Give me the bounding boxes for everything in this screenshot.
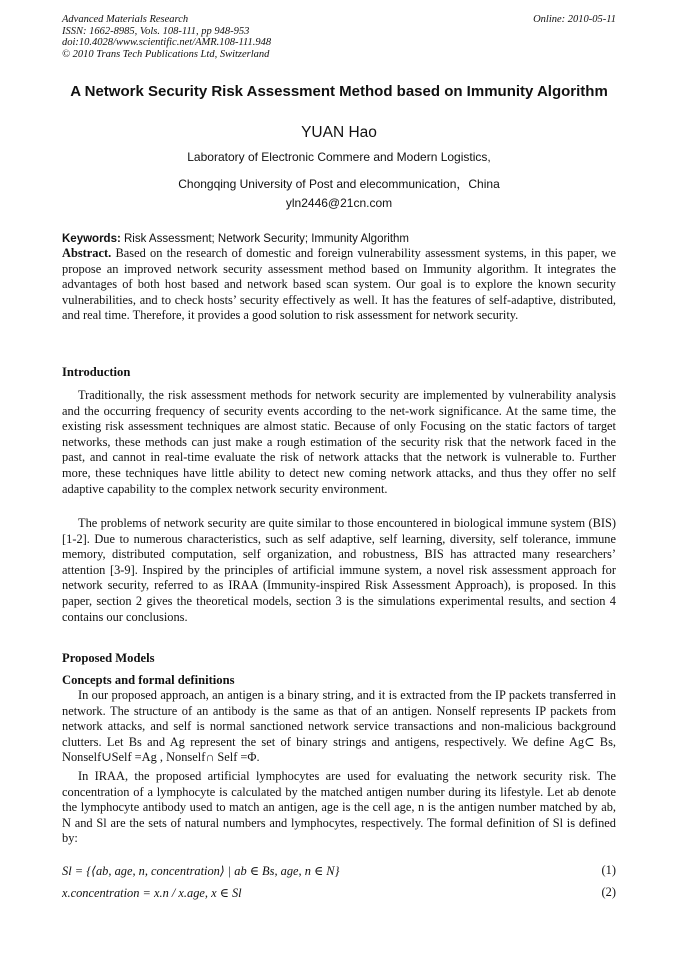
- doi-line: doi:10.4028/www.scientific.net/AMR.108-111.948: [62, 37, 272, 48]
- proposed-models-heading: Proposed Models: [62, 651, 155, 665]
- introduction-paragraph-1: Traditionally, the risk assessment methods for network security are implemented by vulnerability analysis and the occurring frequency of security events according to the net-work significance. At the same time, the existing risk assessment techniques are almost static. Because of only Focusing on the static factors of target networks, these methods can just make a rough estimation of the security risk that the network faced in the past, and cannot in real-time evaluate the risk of network attacks that the network is vulnerable to. Further more, these techniques have little ability to detect new coming network attacks, and thus they offer no self adaptive capability to the complex network security environment.: [62, 388, 616, 496]
- equation-1-expression: Sl = {⟨ab, age, n, concentration⟩ | ab ∈ Bs, age, n ∈ N}: [62, 864, 340, 878]
- keywords-text: Risk Assessment; Network Security; Immunity Algorithm: [120, 233, 410, 245]
- concepts-subheading: Concepts and formal definitions: [62, 673, 235, 687]
- introduction-heading: Introduction: [62, 365, 131, 379]
- proposed-paragraph-1: In our proposed approach, an antigen is a binary string, and it is extracted from the IP packets transferred in network. The structure of an antibody is the same as that of an antigen. Nonself represents IP packets from network attacks, and self is normal sanctioned network service transactions and non-malicious background clutters. Let Bs and Ag represent the set of binary strings and antigens, respectively. We define Ag⊂ Bs, Nonself∪Self =Ag , Nonself∩ Self =Φ.: [62, 688, 616, 765]
- keywords-label: Keywords:: [62, 233, 121, 245]
- author-name: YUAN Hao: [301, 124, 377, 141]
- equation-1-number: (1): [601, 863, 616, 877]
- journal-name: Advanced Materials Research: [62, 14, 189, 25]
- abstract-label: Abstract.: [62, 246, 112, 260]
- equation-2: [62, 885, 616, 901]
- journal-metadata: [62, 14, 616, 60]
- author-email: yln2446@21cn.com: [285, 196, 393, 210]
- equation-2-expression: x.concentration = x.n / x.age, x ∈ Sl: [62, 886, 242, 900]
- issn-line: ISSN: 1662-8985, Vols. 108-111, pp 948-953: [62, 25, 250, 37]
- proposed-paragraph-2: In IRAA, the proposed artificial lymphocytes are used for evaluating the network security risk. The concentration of a lymphocyte is calculated by the matched antigen number during its lifestyle. Let ab denote the lymphocyte antibody used to match an antigen, age is the cell age, n is the antigen number matched by ab, N and Sl are the sets of natural numbers and lymphocytes, respectively. The formal definition of Sl is defined by:: [62, 769, 616, 846]
- equation-2-number: (2): [601, 885, 616, 899]
- copyright-line: © 2010 Trans Tech Publications Ltd, Switzerland: [62, 48, 270, 60]
- abstract-text: Based on the research of domestic and foreign vulnerability assessment systems, in this paper, we propose an improved network security assessment method based on Immunity algorithm. It integrates the advantages of both host based and network based scan system. Our goal is to explore the known security vulnerabilities, and to check hosts’ security effectively as well. It has the features of self-adaptive, distributed, and real time. Therefore, it provides a good solution to risk assessment for network security.: [62, 246, 616, 323]
- affiliation-line-1: Laboratory of Electronic Commere and Modern Logistics,: [187, 150, 491, 164]
- abstract: [62, 246, 616, 324]
- affiliation-line-2: Chongqing University of Post and elecommunication，China: [178, 177, 500, 191]
- paper-title: A Network Security Risk Assessment Method based on Immunity Algorithm: [70, 83, 608, 100]
- equation-1: [62, 863, 616, 879]
- online-date: Online: 2010-05-11: [533, 14, 616, 25]
- introduction-paragraph-2: The problems of network security are quite similar to those encountered in biological immune system (BIS) [1-2]. Due to numerous characteristics, such as self adaptive, self learning, diversity, self tolerance, immune memory, distributed computation, self organization, and robustness, BIS has attracted many researchers’ attention [3-9]. Inspired by the principles of artificial immune system, a novel risk assessment approach for network security, referred to as IRAA (Immunity-inspired Risk Assessment Approach), is proposed. In this paper, section 2 gives the theoretical models, section 3 is the simulations experimental results, and section 4 contains our conclusions.: [62, 516, 616, 624]
